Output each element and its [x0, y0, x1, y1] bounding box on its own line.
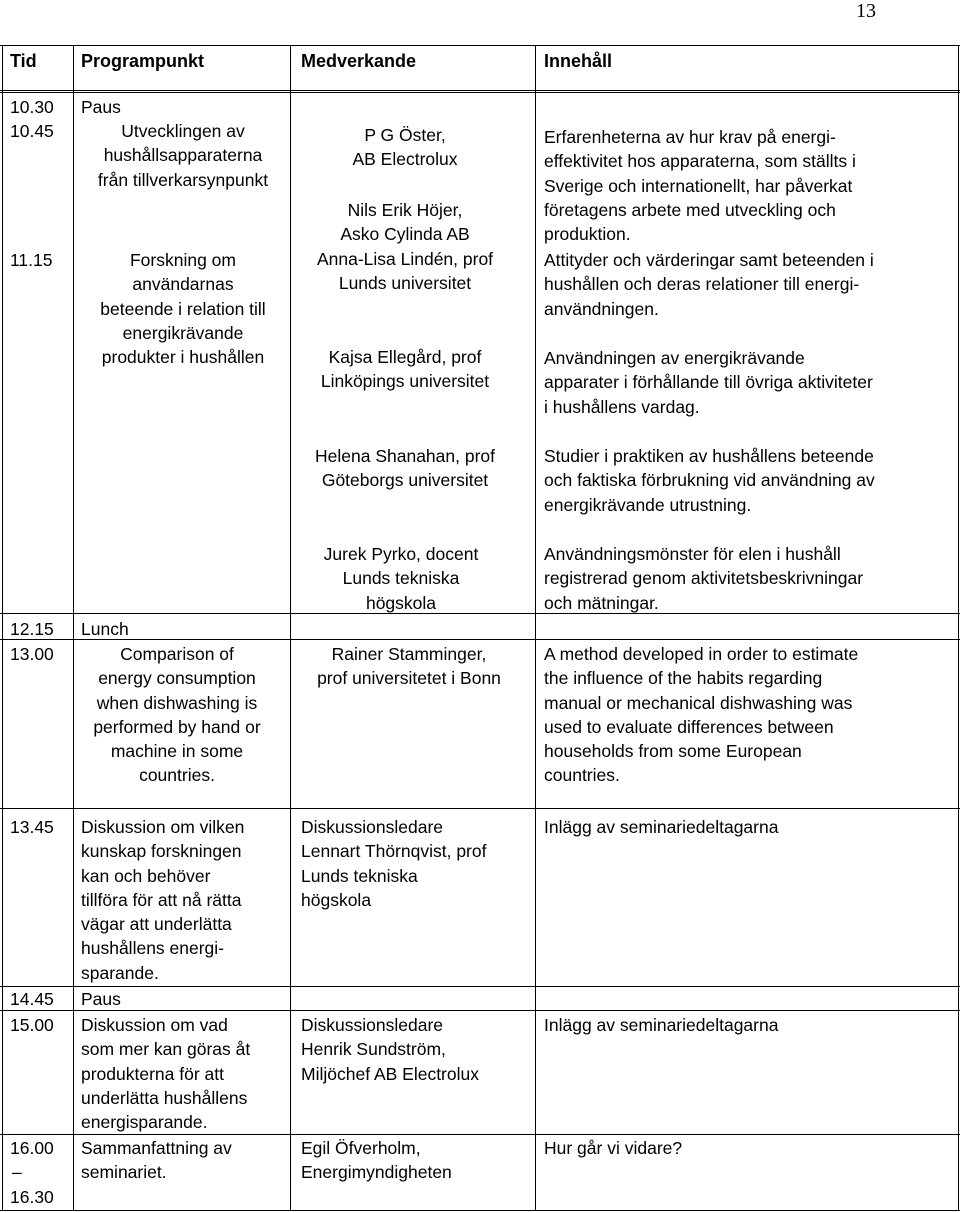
- text-line: Lunds tekniska: [301, 865, 418, 886]
- text-line: hushållsapparaterna: [103, 145, 263, 166]
- time-1215: 12.15: [10, 619, 54, 639]
- content-studier: [544, 444, 875, 517]
- text-line: Utvecklingen av: [121, 121, 245, 141]
- text-line: A method developed in order to estimate: [544, 644, 859, 664]
- text-line: Egil Öfverholm,: [301, 1138, 421, 1158]
- time-1630: 16.30: [10, 1187, 54, 1207]
- text-line: företagens arbete med utveckling och: [544, 199, 836, 220]
- row-divider-1: [0, 92, 960, 93]
- header-programpunkt: Programpunkt: [81, 51, 205, 71]
- table-border-bottom: [0, 1210, 960, 1211]
- page-number: 13: [856, 0, 876, 22]
- text-line: Användningen av energikrävande: [544, 348, 805, 368]
- text-line: Henrik Sundström,: [301, 1039, 446, 1060]
- participant-shanahan: [290, 444, 520, 493]
- text-line: hushållens energi-: [81, 938, 225, 959]
- text-line: användarnas: [132, 274, 234, 295]
- participant-pyrko: [290, 542, 512, 615]
- text-line: i hushållens vardag.: [544, 396, 700, 417]
- text-line: AB Electrolux: [352, 149, 458, 170]
- content-hur-gar-vi-vidare: Hur går vi vidare?: [544, 1138, 683, 1158]
- time-dash: –: [12, 1162, 22, 1182]
- col-line-1: [73, 45, 74, 1211]
- text-line: som mer kan göras åt: [81, 1039, 251, 1060]
- text-line: produktion.: [544, 224, 631, 245]
- text-line: Anna-Lisa Lindén, prof: [316, 249, 494, 269]
- text-line: Lunds universitet: [338, 273, 472, 294]
- text-line: Användningsmönster för elen i hushåll: [544, 544, 841, 564]
- text-line: kunskap forskningen: [81, 841, 242, 862]
- content-method: [544, 642, 858, 788]
- time-1045: 10.45: [10, 121, 54, 141]
- participant-linden: [290, 247, 520, 296]
- text-line: registrerad genom aktivitetsbeskrivningar: [544, 568, 864, 589]
- text-line: households from some European: [544, 741, 802, 762]
- text-line: energikrävande utrustning.: [544, 494, 752, 515]
- time-1600: 16.00: [10, 1138, 54, 1158]
- text-line: Sammanfattning av: [81, 1138, 232, 1158]
- program-paus-1: Paus: [81, 97, 121, 117]
- text-line: used to evaluate differences between: [544, 716, 834, 737]
- text-line: Miljöchef AB Electrolux: [301, 1063, 479, 1084]
- text-line: Lunds tekniska: [342, 568, 460, 589]
- text-line: P G Öster,: [364, 125, 446, 145]
- program-forskning: [78, 248, 288, 369]
- text-line: seminariet.: [81, 1162, 167, 1183]
- text-line: Sverige och internationellt, har påverkat: [544, 175, 853, 196]
- text-line: apparater i förhållande till övriga aktiviteter: [544, 372, 873, 393]
- program-comparison: [72, 642, 282, 788]
- text-line: effektivitet hos apparaterna, som ställts i: [544, 151, 856, 172]
- participant-oster: [290, 123, 520, 172]
- header-divider: [0, 90, 960, 91]
- content-erfarenheter: [544, 125, 856, 246]
- text-line: Linköpings universitet: [320, 371, 490, 392]
- text-line: Lennart Thörnqvist, prof: [301, 841, 487, 862]
- text-line: och faktiska förbrukning vid användning av: [544, 470, 875, 491]
- time-1445: 14.45: [10, 989, 54, 1009]
- text-line: countries.: [139, 765, 215, 786]
- content-attityder: [544, 248, 874, 321]
- row-divider-6: [0, 1010, 960, 1011]
- text-line: Diskussion om vad: [81, 1015, 228, 1035]
- row-divider-4: [0, 808, 960, 809]
- col-line-right: [958, 45, 959, 1211]
- text-line: beteende i relation till: [100, 298, 266, 319]
- text-line: Göteborgs universitet: [321, 470, 489, 491]
- text-line: Helena Shanahan, prof: [315, 446, 495, 466]
- time-1115: 11.15: [10, 250, 53, 270]
- content-inlagg-2: Inlägg av seminariedeltagarna: [544, 1015, 779, 1035]
- row-divider-3: [0, 639, 960, 640]
- participant-hojer: [290, 198, 520, 247]
- text-line: when dishwashing is: [96, 692, 258, 713]
- text-line: Jurek Pyrko, docent: [323, 544, 479, 564]
- text-line: manual or mechanical dishwashing was: [544, 692, 853, 713]
- participant-sundstrom: [301, 1013, 479, 1086]
- content-anvandningen: [544, 346, 873, 419]
- text-line: sparande.: [81, 962, 159, 983]
- text-line: Diskussion om vilken: [81, 817, 245, 837]
- text-line: hushållen och deras relationer till energi-: [544, 274, 860, 295]
- text-line: Nils Erik Höjer,: [347, 200, 463, 220]
- participant-ellegard: [290, 345, 520, 394]
- text-line: högskola: [365, 592, 437, 613]
- row-divider-5: [0, 986, 960, 987]
- program-sammanfattning: [81, 1136, 232, 1185]
- text-line: Kajsa Ellegård, prof: [328, 347, 482, 367]
- time-1345: 13.45: [10, 817, 54, 837]
- text-line: kan och behöver: [81, 865, 211, 886]
- content-inlagg-1: Inlägg av seminariedeltagarna: [544, 817, 779, 837]
- text-line: machine in some: [110, 741, 244, 762]
- program-diskussion-2: [81, 1013, 250, 1134]
- table-border-top: [0, 45, 960, 46]
- text-line: produkterna för att: [81, 1063, 224, 1084]
- program-utveckling: [78, 119, 288, 192]
- time-1500: 15.00: [10, 1015, 54, 1035]
- text-line: användningen.: [544, 298, 659, 319]
- col-line-3: [535, 45, 536, 1211]
- text-line: Forskning om: [129, 250, 236, 270]
- text-line: Attityder och värderingar samt beteenden i: [544, 250, 874, 270]
- text-line: countries.: [544, 765, 620, 786]
- text-line: Asko Cylinda AB: [340, 224, 470, 245]
- text-line: energikrävande: [122, 322, 244, 343]
- text-line: Erfarenheterna av hur krav på energi-: [544, 127, 836, 147]
- header-medverkande: Medverkande: [301, 51, 417, 71]
- participant-thornqvist: [301, 815, 486, 912]
- text-line: energisparande.: [81, 1112, 208, 1133]
- text-line: Studier i praktiken av hushållens beteende: [544, 446, 874, 466]
- text-line: från tillverkarsynpunkt: [97, 169, 269, 190]
- text-line: produkter i hushållen: [101, 347, 265, 368]
- text-line: Energimyndigheten: [301, 1162, 452, 1183]
- program-diskussion-1: [81, 815, 244, 985]
- text-line: prof universitetet i Bonn: [317, 668, 501, 689]
- header-innehall: Innehåll: [544, 51, 613, 71]
- text-line: högskola: [301, 889, 372, 910]
- text-line: tillföra för att nå rätta: [81, 889, 242, 910]
- text-line: och mätningar.: [544, 592, 659, 613]
- time-1300: 13.00: [10, 644, 54, 664]
- text-line: Rainer Stamminger,: [331, 644, 487, 664]
- participant-stamminger: [290, 642, 528, 691]
- program-paus-2: Paus: [81, 989, 121, 1009]
- col-line-left: [2, 45, 3, 1211]
- header-tid: Tid: [10, 51, 37, 71]
- content-monster: [544, 542, 863, 615]
- program-lunch: Lunch: [81, 619, 129, 639]
- text-line: performed by hand or: [93, 716, 261, 737]
- text-line: Diskussionsledare: [301, 817, 444, 837]
- text-line: underlätta hushållens: [81, 1087, 248, 1108]
- text-line: Comparison of: [120, 644, 234, 664]
- text-line: the influence of the habits regarding: [544, 668, 823, 689]
- text-line: energy consumption: [98, 668, 256, 689]
- text-line: Diskussionsledare: [301, 1015, 444, 1035]
- text-line: vägar att underlätta: [81, 914, 232, 935]
- participant-ofverholm: [301, 1136, 452, 1185]
- time-1030: 10.30: [10, 97, 54, 117]
